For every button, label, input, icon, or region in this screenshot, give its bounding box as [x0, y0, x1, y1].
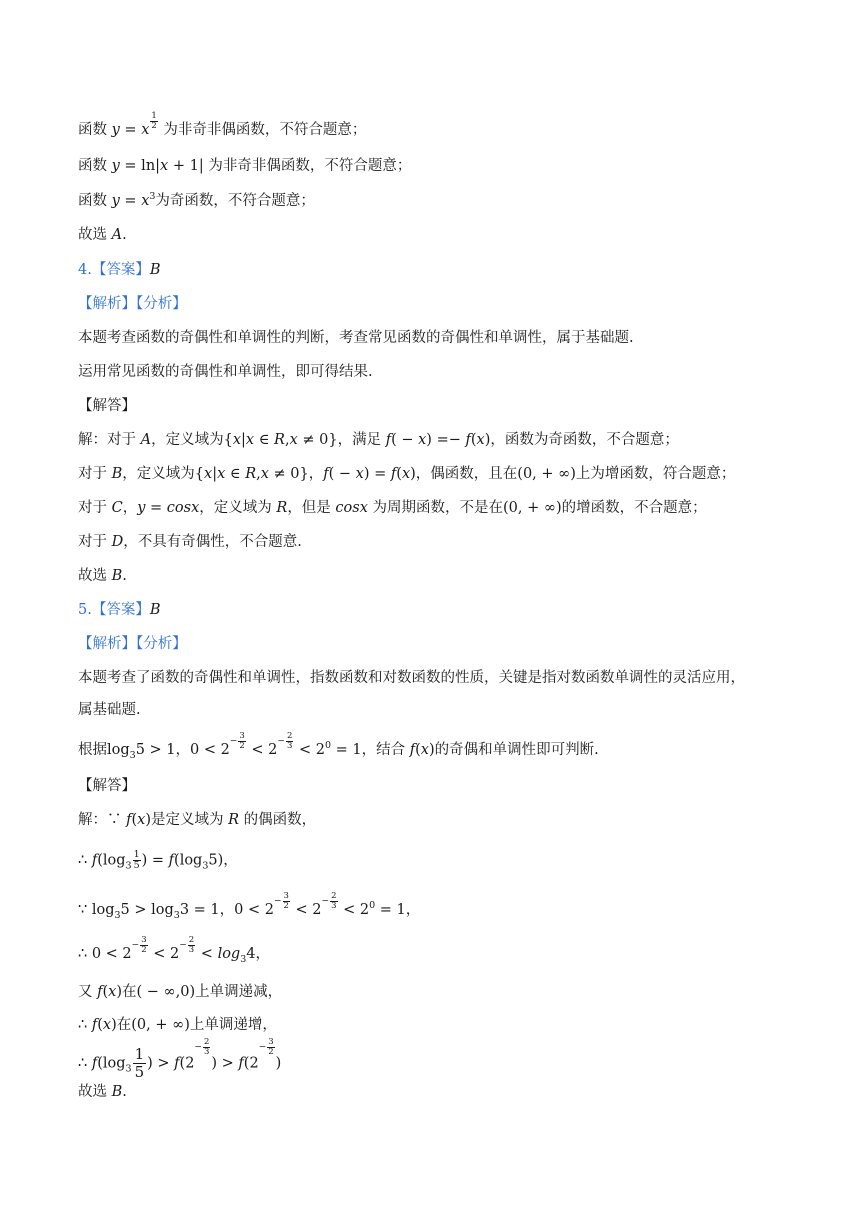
text-line: 对于 C，y = cosx，定义域为 R，但是 cosx 为周期函数，不是在(0, + ∞)的增函数，不合题意； [78, 500, 707, 516]
text-line: 属基础题. [78, 702, 141, 718]
analysis-heading-5: 【解析】【分析】 [78, 636, 187, 652]
text-line: 对于 B，定义域为{x|x ∈ R,x ≠ 0}，f( − x) = f(x)，偶函数，且在(0, + ∞)上为增函数，符合题意； [78, 466, 736, 482]
text-line: 又 f(x)在( − ∞,0)上单调递减， [78, 984, 283, 1000]
text-line: 解：对于 A，定义域为{x|x ∈ R,x ≠ 0}，满足 f( − x) =− f(x)，函数为奇函数，不合题意； [78, 432, 679, 448]
text-line: ∴ 0 < 2− $\frac{3}{2}$ < 2− $\frac{2}{3}$ < $\log_34$， [78, 935, 270, 965]
answer-heading-4: 4.【答案】B [78, 262, 161, 278]
text-line: 解：∵ f(x)是定义域为 R 的偶函数， [78, 812, 317, 828]
text-line: 函数 y = ln|x + 1| 为非奇非偶函数，不符合题意； [78, 158, 412, 174]
analysis-heading-4: 【解析】【分析】 [78, 296, 187, 312]
text-line: ∴ f(x)在(0, + ∞)上单调递增， [78, 1017, 277, 1033]
text-line: 故选 A. [78, 227, 127, 243]
text-line: 运用常见函数的奇偶性和单调性，即可得结果. [78, 364, 373, 380]
text-line: 函数 $y = x^3$为奇函数，不符合题意； [78, 191, 315, 209]
text-line: ∴ $f(\log_3$ $\frac{1}{5}$ ) = $f(\log_35)$， [78, 849, 238, 872]
text-line: 故选 B. [78, 568, 127, 584]
solution-heading-4: 【解答】 [78, 398, 136, 414]
text-line: 本题考查了函数的奇偶性和单调性，指数函数和对数函数的性质，关键是指对数函数单调性的灵活应用， [78, 670, 745, 686]
text-line: ∴ $f(\log_3$ $\frac{1}{5}$ ) > f(2− $\frac{2}{3}$ ) > f(2− $\frac{3}{2}$ ) [78, 1037, 282, 1081]
solution-heading-5: 【解答】 [78, 778, 136, 794]
text-line: 函数 y = x $\frac{1}{2}$ 为非奇非偶函数，不符合题意； [78, 111, 367, 138]
text-line: ∵ $\log_35 > \log_33 = 1$，0 < 2− $\frac{3}{2}$ < 2− $\frac{2}{3}$ < $2^0 = 1$， [78, 891, 421, 921]
text-line: 故选 B. [78, 1084, 127, 1100]
answer-heading-5: 5.【答案】B [78, 602, 161, 618]
text-line: 对于 D，不具有奇偶性，不合题意. [78, 534, 302, 550]
text-line: 本题考查函数的奇偶性和单调性的判断，考查常见函数的奇偶性和单调性，属于基础题. [78, 330, 634, 346]
text-line: 根据$\log_35 > 1$，0 < 2− $\frac{3}{2}$ < 2− $\frac{2}{3}$ < $2^0 = 1$，结合 f(x)的奇偶和单调性即可判断. [78, 731, 599, 761]
